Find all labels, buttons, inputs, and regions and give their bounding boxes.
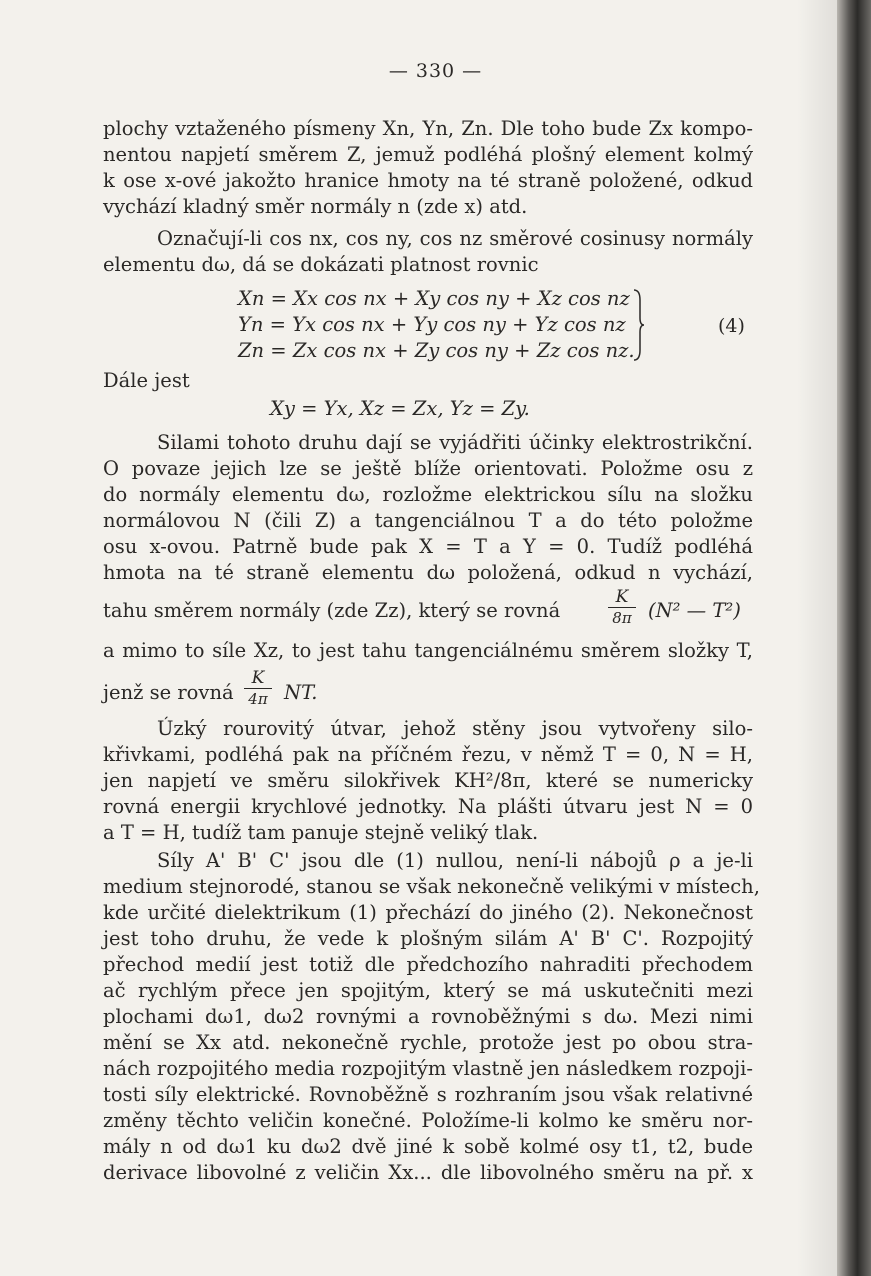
text-line: přechod medií jest totiž dle předchozího nahraditi přechodem — [103, 953, 753, 976]
text-line: Síly A' B' C' jsou dle (1) nullou, není-li nábojů ρ a je-li — [157, 849, 753, 872]
fraction-numerator: K — [608, 587, 636, 608]
text-line: změny těchto veličin konečné. Položíme-li kolmo ke směru nor- — [103, 1109, 753, 1132]
text-line: a T = H, tudíž tam panuje stejně veliký tlak. — [103, 821, 539, 844]
book-binding — [837, 0, 871, 1276]
text-line: normálovou N (čili Z) a tangenciálnou T a do této položme — [103, 509, 753, 532]
text-line: hmota na té straně elementu dω položená, odkud n vychází, — [103, 561, 753, 584]
equation-line: Zn = Zx cos nx + Zy cos ny + Zz cos nz. — [238, 339, 635, 362]
text-line: tosti síly elektrické. Rovnoběžně s rozhraním jsou však relativné — [103, 1083, 753, 1106]
text-line: Označují-li cos nx, cos ny, cos nz směrové cosinusy normály — [157, 227, 753, 250]
text-line: tahu směrem normály (zde Zz), který se rovná — [103, 599, 561, 622]
text-line: (N² — T²) — [648, 599, 741, 622]
text-line: nách rozpojitého media rozpojitým vlastně jen následkem rozpoji- — [103, 1057, 753, 1080]
equation-line: Yn = Yx cos nx + Yy cos ny + Yz cos nz — [238, 313, 626, 336]
fraction-numerator: K — [244, 668, 272, 689]
text-line: křivkami, podléhá pak na příčném řezu, v němž T = 0, N = H, — [103, 743, 753, 766]
equation-brace — [632, 288, 644, 362]
fraction-denominator: 8π — [612, 609, 632, 627]
text-line: mály n od dω1 ku dω2 dvě jiné k sobě kolmé osy t1, t2, bude — [103, 1135, 753, 1158]
text-line: jest toho druhu, že vede k plošným silám A' B' C'. Rozpojitý — [103, 927, 753, 950]
text-line: O povaze jejich lze se ještě blíže orientovati. Položme osu z — [103, 457, 753, 480]
text-line: derivace libovolné z veličin Xx... dle libovolného směru na př. x — [103, 1161, 753, 1184]
text-line: jen napjetí ve směru silokřivek KH²/8π, které se numericky — [103, 769, 753, 792]
text-line: Silami tohoto druhu dají se vyjádřiti účinky elektrostrikční. — [157, 431, 753, 454]
text-line: jenž se rovná — [103, 681, 234, 704]
text-line: ač rychlým přece jen spojitým, který se má uskutečniti mezi — [103, 979, 753, 1002]
text-line: plochami dω1, dω2 rovnými a rovnoběžnými s dω. Mezi nimi — [103, 1005, 753, 1028]
text-line: medium stejnorodé, stanou se však nekonečně velikými v místech, — [103, 875, 760, 898]
page-number: — 330 — — [388, 60, 483, 82]
text-line: elementu dω, dá se dokázati platnost rovnic — [103, 253, 539, 276]
text-line: kde určité dielektrikum (1) přechází do jiného (2). Nekonečnost — [103, 901, 753, 924]
text-line: a mimo to síle Xz, to jest tahu tangenciálnému směrem složky T, — [103, 639, 753, 662]
text-line: plochy vztaženého písmeny Xn, Yn, Zn. Dle toho bude Zx kompo- — [103, 117, 753, 140]
text-line: vychází kladný směr normály n (zde x) atd. — [103, 195, 528, 218]
equation-line: Xy = Yx, Xz = Zx, Yz = Zy. — [270, 397, 530, 420]
text-line: k ose x-ové jakožto hranice hmoty na té straně položené, odkud — [103, 169, 753, 192]
text-line: mění se Xx atd. nekonečně rychle, protože jest po obou stra- — [103, 1031, 753, 1054]
fraction-denominator: 4π — [248, 690, 268, 708]
text-line: osu x-ovou. Patrně bude pak X = T a Y = 0. Tudíž podléhá — [103, 535, 753, 558]
text-line: Úzký rourovitý útvar, jehož stěny jsou vytvořeny silo- — [157, 717, 753, 740]
text-line: do normály elementu dω, rozložme elektrickou sílu na složku — [103, 483, 753, 506]
text-line: Dále jest — [103, 369, 190, 392]
equation-line: Xn = Xx cos nx + Xy cos ny + Xz cos nz — [238, 287, 630, 310]
text-line: nentou napjetí směrem Z, jemuž podléhá plošný element kolmý — [103, 143, 753, 166]
text-line: rovná energii krychlové jednotky. Na plášti útvaru jest N = 0 — [103, 795, 753, 818]
page-shadow — [797, 0, 837, 1276]
equation-number: (4) — [718, 315, 745, 337]
text-line: NT. — [284, 681, 318, 704]
fraction — [608, 587, 636, 628]
fraction — [244, 668, 272, 709]
